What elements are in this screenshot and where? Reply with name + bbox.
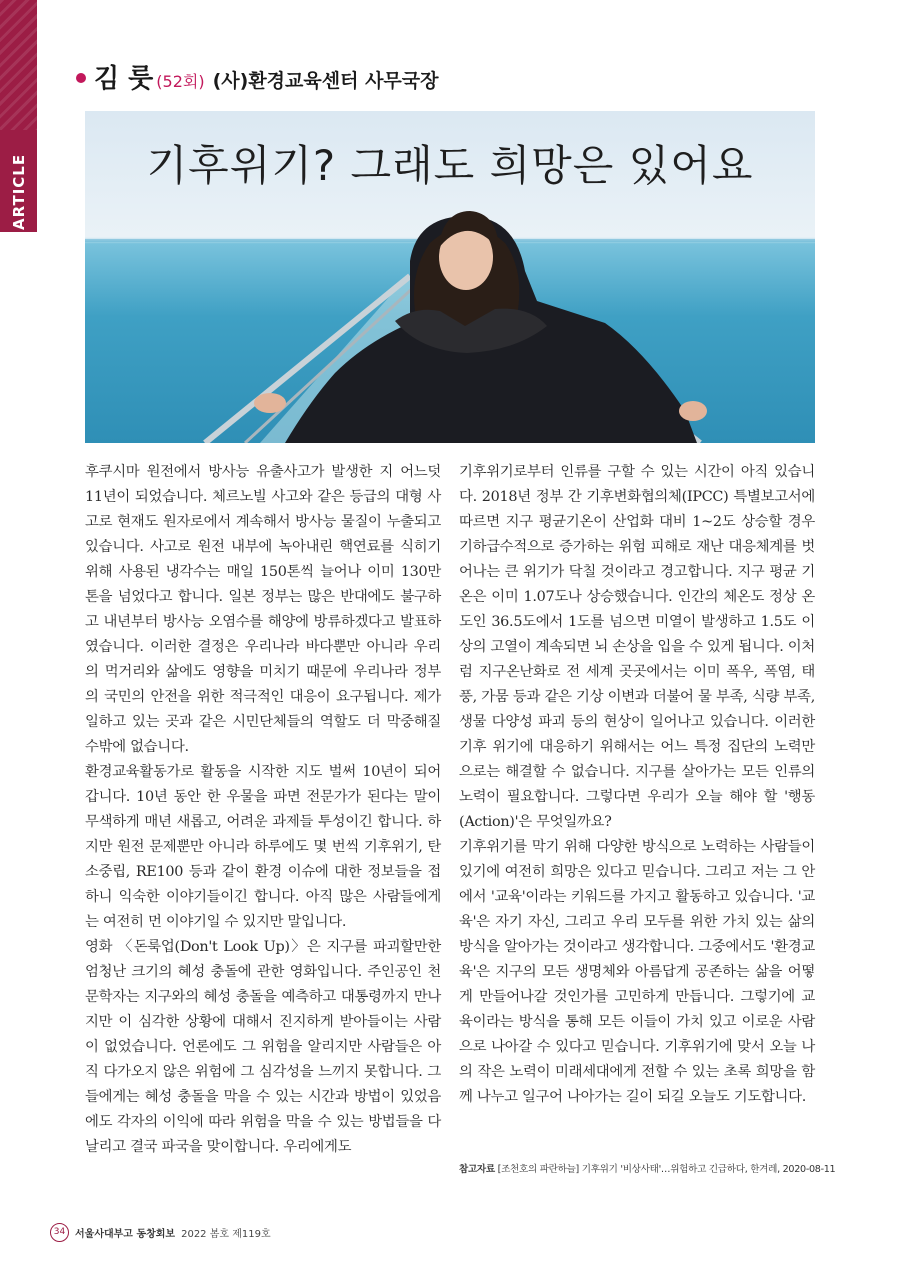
- issue-label: 2022 봄호 제119호: [181, 1228, 271, 1240]
- reference-text: [조천호의 파란하늘] 기후위기 '비상사태'…위험하고 긴급하다, 한겨레, 2020-08-11: [497, 1164, 836, 1175]
- paragraph: 기후위기로부터 인류를 구할 수 있는 시간이 아직 있습니다. 2018년 정부 간 기후변화협의체(IPCC) 특별보고서에 따르면 지구 평균기온이 산업화 대비 1~2도 상승할 경우 기하급수적으로 증가하는 위험 피해로 재난 대응체계를 벗어나는 큰 위기가 닥칠 것이라고 경고합니다. 지구 평균 기온은 이미 1.07도나 상승했습니다. 인간의 체온도 정상 온도인 36.5도에서 1도를 넘으면 미열이 발생하고 1.5도 이상의 고열이 계속되면 뇌 손상을 입을 수 있게 됩니다. 이처럼 지구온난화로 전 세계 곳곳에서는 이미 폭우, 폭염, 태풍, 가뭄 등과 같은 기상 이변과 더불어 물 부족, 식량 부족, 생물 다양성 파괴 등의 현상이 일어나고 있습니다. 이러한 기후 위기에 대응하기 위해서는 어느 특정 집단의 노력만으로는 해결할 수 없습니다. 지구를 살아가는 모든 인류의 노력이 필요합니다. 그렇다면 우리가 오늘 해야 할 '행동(Action)'은 무엇일까요?: [459, 464, 815, 830]
- paragraph: 환경교육활동가로 활동을 시작한 지도 벌써 10년이 되어 갑니다. 10년 동안 한 우물을 파면 전문가가 된다는 말이 무색하게 매년 새롭고, 어려운 과제들 투성이긴 합니다. 하지만 원전 문제뿐만 아니라 하루에도 몇 번씩 기후위기, 탄소중립, RE100 등과 같이 환경 이슈에 대한 정보들을 접하니 익숙한 이야기들이긴 합니다. 아직 많은 사람들에게는 여전히 먼 이야기일 수 있지만 말입니다.: [85, 764, 441, 930]
- bullet-dot-icon: [76, 73, 86, 83]
- author-position: (사)환경교육센터 사무국장: [212, 70, 439, 92]
- left-column: [85, 460, 441, 1160]
- article-label: ARTICLE: [10, 153, 28, 230]
- reference-note: [459, 1161, 836, 1175]
- publication-name: 서울사대부고 동창회보: [75, 1228, 176, 1240]
- side-pattern: [0, 0, 37, 130]
- article-title: 기후위기? 그래도 희망은 있어요: [146, 141, 754, 190]
- right-column: [459, 460, 815, 1110]
- author-cohort: (52회): [156, 72, 205, 91]
- paragraph: 영화 〈돈룩업(Don't Look Up)〉은 지구를 파괴할만한 엄청난 크기의 혜성 충돌에 관한 영화입니다. 주인공인 천문학자는 지구와의 혜성 충돌을 예측하고 대통령까지 만나지만 이 심각한 상황에 대해서 진지하게 받아들이는 사람이 없었습니다. 언론에도 그 위험을 알리지만 사람들은 아직 다가오지 않은 위험에 그 심각성을 느끼지 못합니다. 그들에게는 혜성 충돌을 막을 수 있는 시간과 방법이 있었음에도 각자의 이익에 따라 위험을 막을 수 있는 방법들을 다 날리고 결국 파국을 맞이합니다. 우리에게도: [85, 939, 441, 1155]
- page-footer: [50, 1222, 271, 1242]
- page-number: 34: [50, 1223, 69, 1242]
- paragraph: 후쿠시마 원전에서 방사능 유출사고가 발생한 지 어느덧 11년이 되었습니다. 체르노빌 사고와 같은 등급의 대형 사고로 현재도 원자로에서 계속해서 방사능 물질이 누출되고 있습니다. 사고로 원전 내부에 녹아내린 핵연료를 식히기 위해 사용된 냉각수는 매일 150톤씩 늘어나 이미 130만 톤을 넘었다고 합니다. 일본 정부는 많은 반대에도 불구하고 내년부터 방사능 오염수를 해양에 방류하겠다고 발표하였습니다. 이러한 결정은 우리나라 바다뿐만 아니라 우리의 먹거리와 삶에도 영향을 미치기 때문에 우리나라 정부의 국민의 안전을 위한 적극적인 대응이 요구됩니다. 제가 일하고 있는 곳과 같은 시민단체들의 역할도 더 막중해질 수밖에 없습니다.: [85, 464, 441, 755]
- reference-label: 참고자료: [459, 1164, 495, 1175]
- hero-photo: [85, 111, 815, 443]
- paragraph: 기후위기를 막기 위해 다양한 방식으로 노력하는 사람들이 있기에 여전히 희망은 있다고 믿습니다. 그리고 저는 그 안에서 '교육'이라는 키워드를 가지고 활동하고 있습니다. '교육'은 자기 자신, 그리고 우리 모두를 위한 가치 있는 삶의 방식을 알아가는 것이라고 생각합니다. 그중에서도 '환경교육'은 지구의 모든 생명체와 아름답게 공존하는 삶을 어떻게 만들어나갈 것인가를 고민하게 만듭니다. 그렇기에 교육이라는 방식을 통해 모든 이들이 가치 있고 이로운 사람으로 나아갈 수 있다고 믿습니다. 기후위기에 맞서 오늘 나의 작은 노력이 미래세대에게 전할 수 있는 초록 희망을 함께 나누고 일구어 나아가는 길이 되길 오늘도 기도합니다.: [459, 839, 815, 1105]
- author-name: 김 룻: [94, 64, 154, 94]
- author-line: [76, 58, 439, 94]
